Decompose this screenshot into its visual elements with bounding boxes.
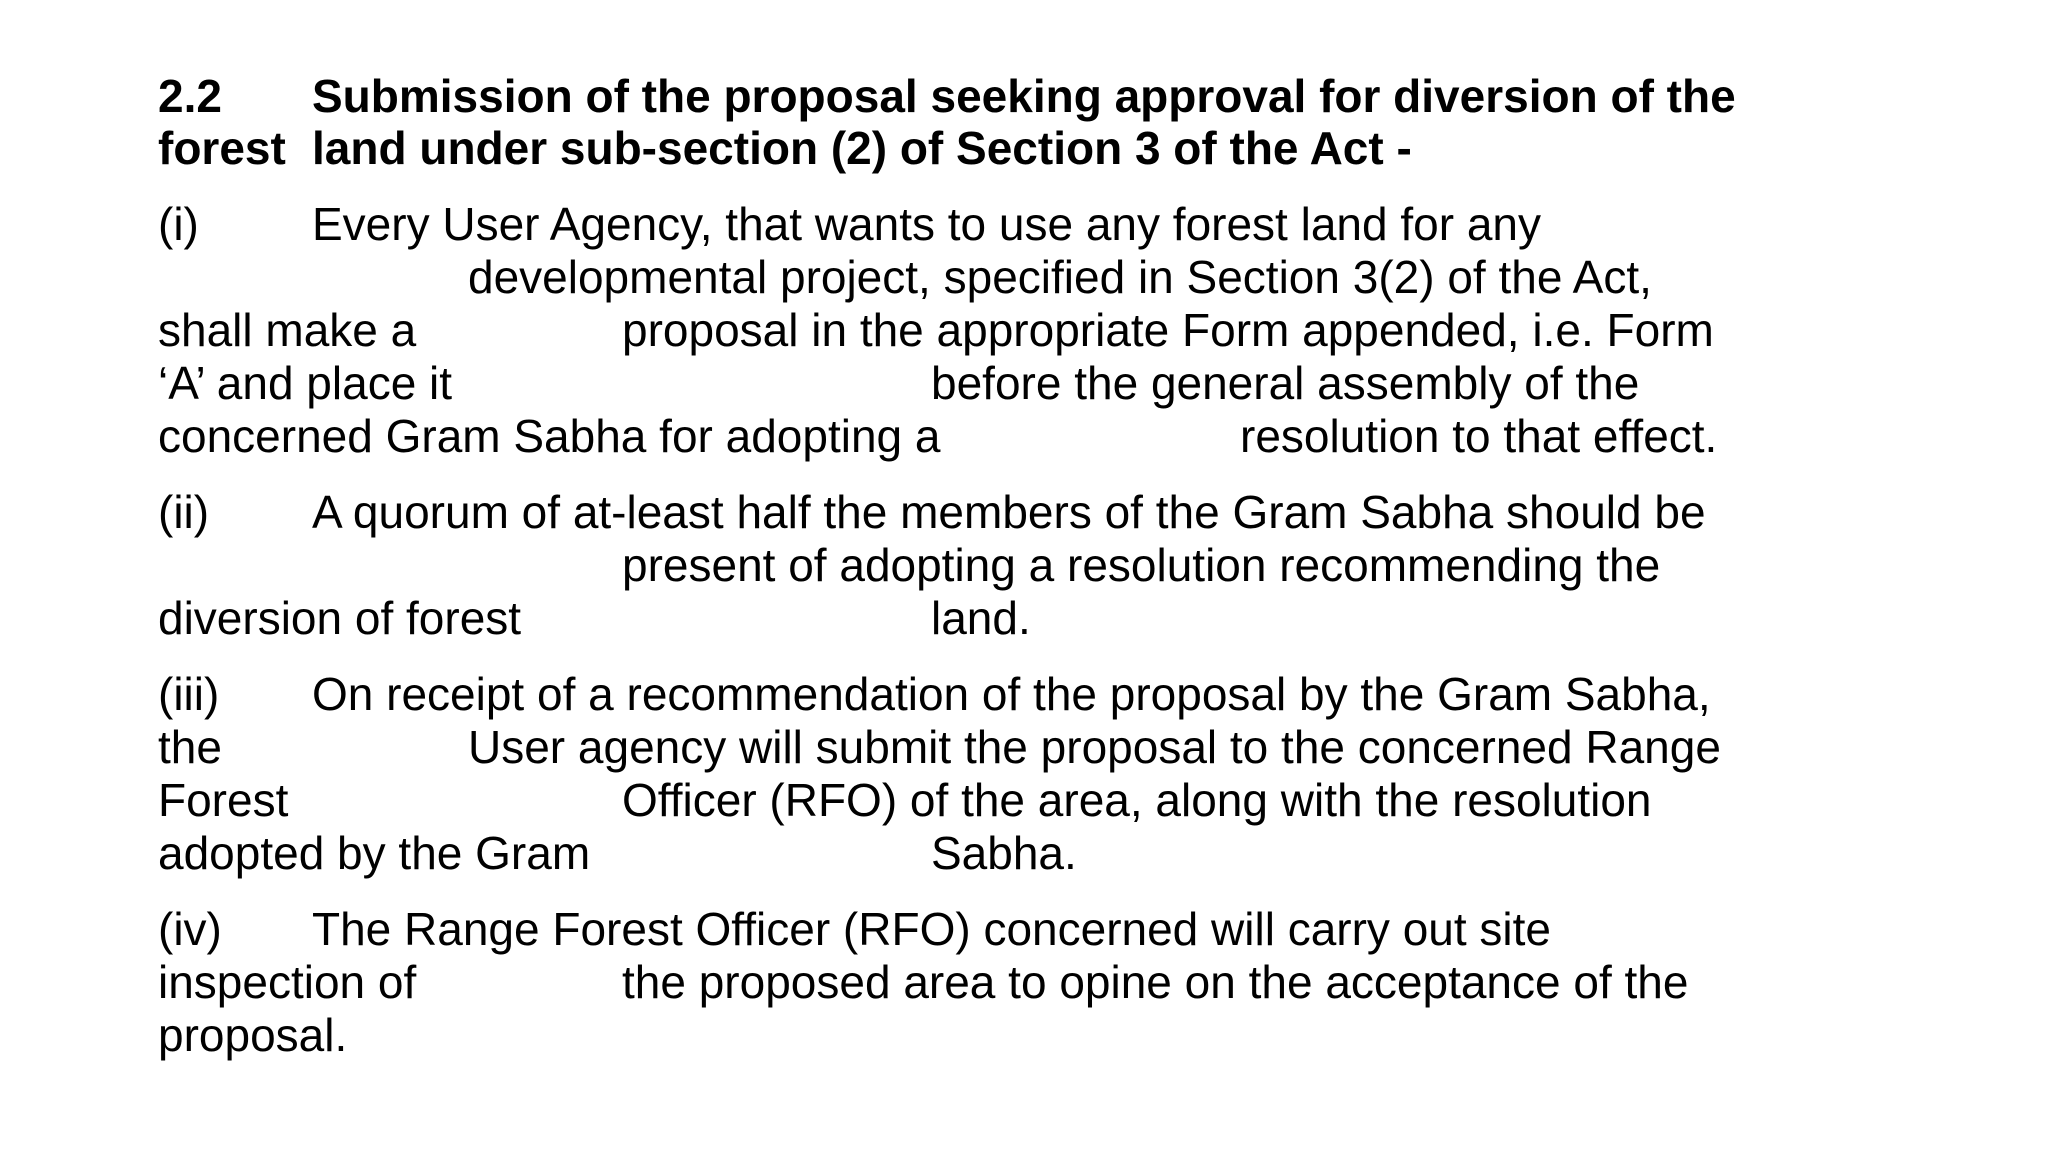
- item-ii-line: land.: [931, 592, 1031, 644]
- item-iv-line: The Range Forest Officer (RFO) concerned will carry out site: [312, 903, 1552, 955]
- item-iii-line: User agency will submit the proposal to the concerned Range: [468, 721, 1721, 773]
- item-i-line: concerned Gram Sabha for adopting a: [158, 410, 941, 462]
- heading-line-2-prefix: forest: [158, 122, 286, 174]
- item-iii-line: Officer (RFO) of the area, along with the resolution: [622, 774, 1652, 826]
- item-iv-line: inspection of: [158, 956, 417, 1008]
- item-iv-line: the proposed area to opine on the acceptance of the: [622, 956, 1689, 1008]
- item-iii-line: On receipt of a recommendation of the proposal by the Gram Sabha,: [312, 668, 1711, 720]
- item-i-marker: (i): [158, 198, 199, 250]
- item-iv-marker: (iv): [158, 903, 222, 955]
- item-iii-line: adopted by the Gram: [158, 827, 591, 879]
- item-i-line: shall make a: [158, 304, 417, 356]
- item-iii-line: the: [158, 721, 222, 773]
- item-ii-line: A quorum of at-least half the members of the Gram Sabha should be: [312, 486, 1706, 538]
- item-i-line: resolution to that effect.: [1240, 410, 1718, 462]
- item-iii-line: Forest: [158, 774, 289, 826]
- item-i-line: ‘A’ and place it: [158, 357, 453, 409]
- item-ii-line: present of adopting a resolution recommending the: [622, 539, 1661, 591]
- item-iii-line: Sabha.: [931, 827, 1077, 879]
- item-i-line: before the general assembly of the: [931, 357, 1640, 409]
- item-i-line: proposal in the appropriate Form appended, i.e. Form: [622, 304, 1714, 356]
- item-i-line: Every User Agency, that wants to use any forest land for any: [312, 198, 1541, 250]
- item-ii-marker: (ii): [158, 486, 210, 538]
- item-ii-line: diversion of forest: [158, 592, 522, 644]
- item-iv-line: proposal.: [158, 1009, 348, 1061]
- heading-line-2: land under sub-section (2) of Section 3 of the Act -: [312, 122, 1412, 174]
- heading-line-1: Submission of the proposal seeking approval for diversion of the: [312, 70, 1736, 122]
- item-iii-marker: (iii): [158, 668, 220, 720]
- heading-number: 2.2: [158, 70, 222, 122]
- item-i-line: developmental project, specified in Section 3(2) of the Act,: [468, 251, 1652, 303]
